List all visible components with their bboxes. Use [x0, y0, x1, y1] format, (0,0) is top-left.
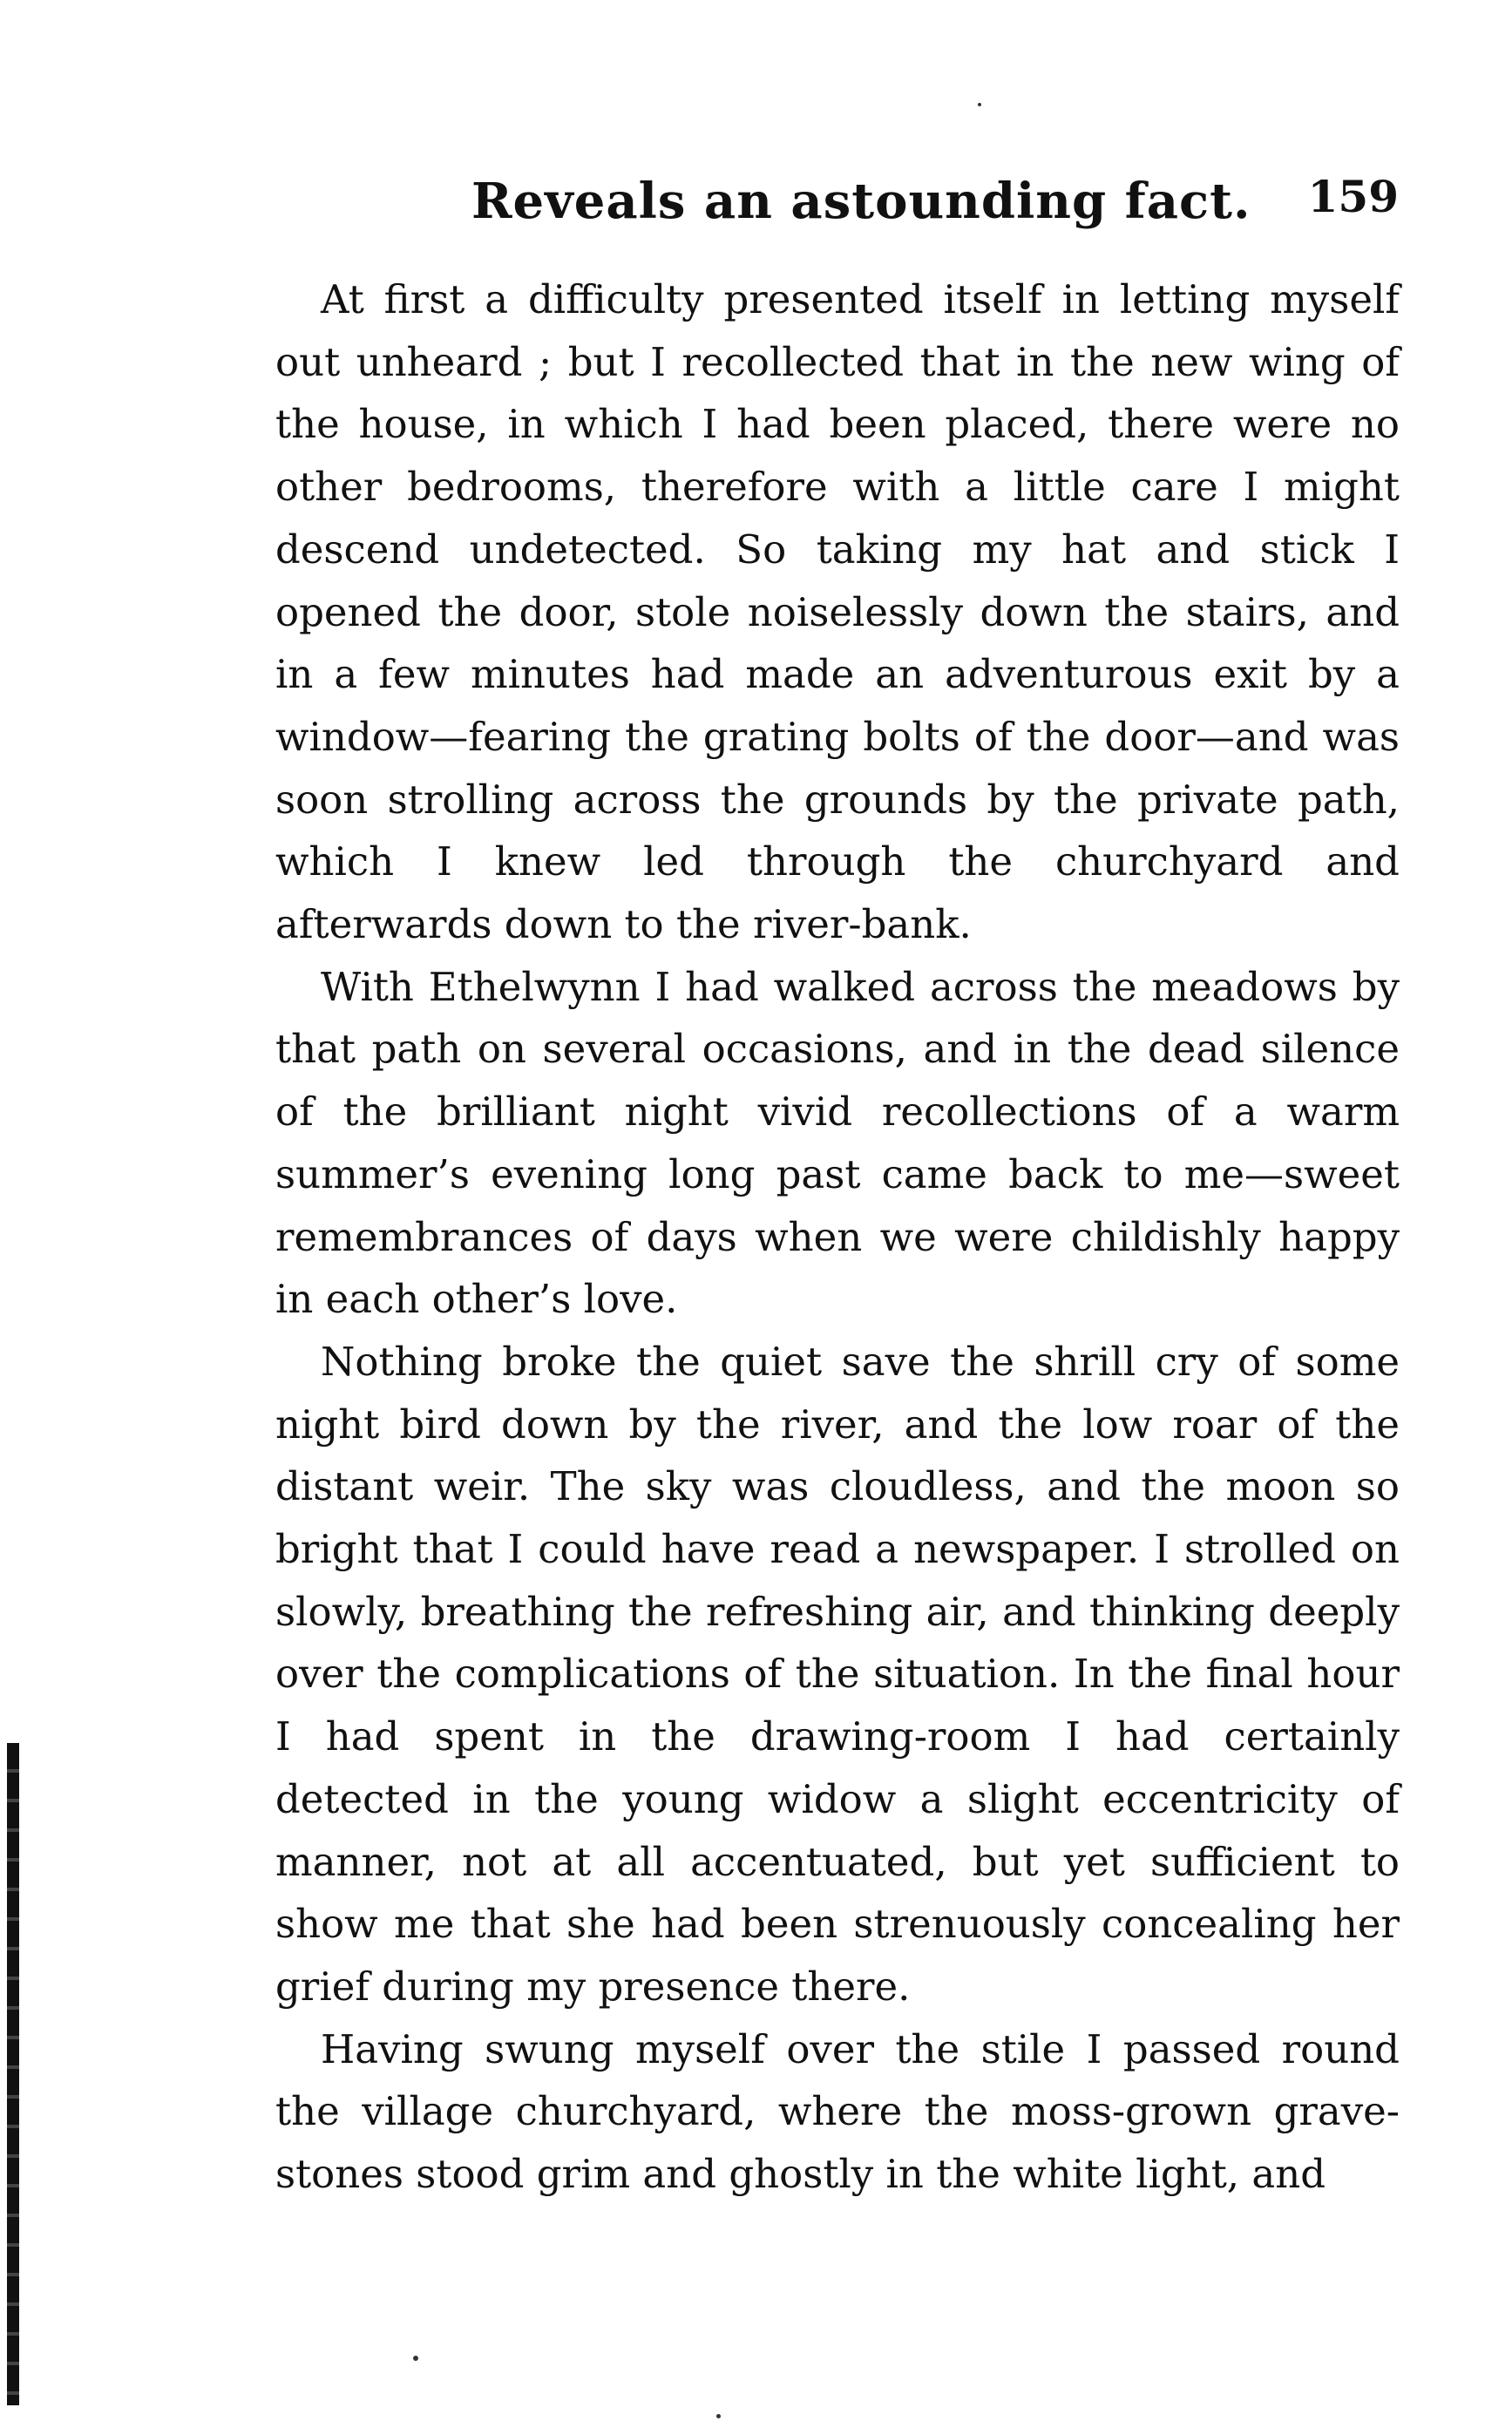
scan-gutter-edge [7, 1743, 19, 2405]
paragraph-1: At first a difficulty presented itself in letting myself out unheard ; but I recollected that in the new wing of the house, in which I had been placed, there were no other bedrooms, therefore with a little care I might descend undetected. So taking my hat and stick I opened the door, stole noiselessly down the stairs, and in a few minutes had made an adventurous exit by a window—fearing the grating bolts of the door—and was soon strolling across the grounds by the private path, which I knew led through the churchyard and afterwards down to the river-bank. [275, 276, 1400, 948]
paragraph-3: Nothing broke the quiet save the shrill cry of some night bird down by the river, and the low roar of the distant weir. The sky was cloudless, and the moon so bright that I could have read a newspaper. I strolled on slowly, breathing the refreshing air, and thinking deeply over the complications of the situation. In the final hour I had spent in the drawing-room I had certainly detected in the young widow a slight eccentricity of manner, not at all accentuated, but yet sufficient to show me that she had been strenuously concealing her grief during my presence there. [275, 1338, 1400, 2010]
body-text [275, 268, 1400, 2206]
scan-speck [978, 103, 981, 106]
scan-speck [413, 2356, 418, 2361]
running-title: Reveals an astounding fact. [471, 173, 1251, 230]
scan-speck [716, 2414, 721, 2418]
paragraph-4: Having swung myself over the stile I passed round the village churchyard, where the moss-grown grave-stones stood grim and ghostly in the white light, and [275, 2025, 1400, 2198]
page-number: 159 [1307, 171, 1399, 222]
running-head [275, 157, 1399, 235]
paragraph-2: With Ethelwynn I had walked across the meadows by that path on several occasions, and in the dead silence of the brilliant night vivid recollections of a warm summer’s evening long past came back to me—sweet remembrances of days when we were childishly happy in each other’s love. [275, 963, 1400, 1323]
